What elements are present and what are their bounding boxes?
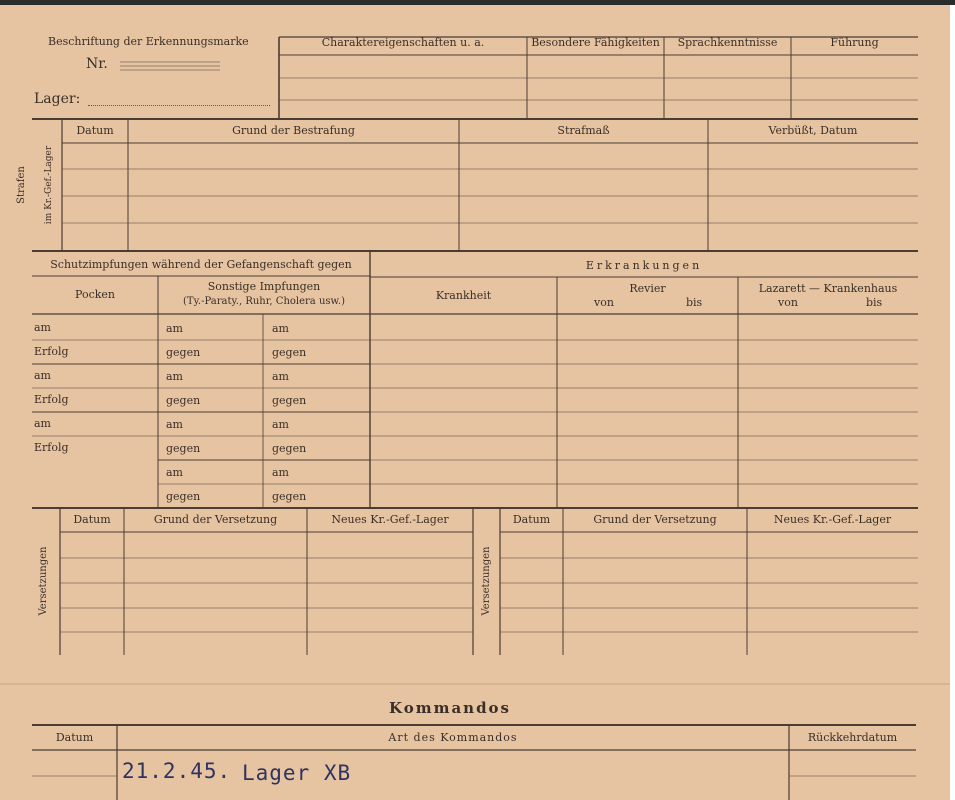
- sonstige-row-label: gegen: [272, 490, 307, 503]
- sonstige-row-label: am: [166, 322, 183, 335]
- impfungen-title: Schutzimpfungen während der Gefangenschaft gegen: [50, 258, 352, 271]
- col-languages: Sprachkenntnisse: [677, 36, 778, 49]
- sonstige-row-label: gegen: [166, 490, 201, 503]
- strafen-col-penalty: Strafmaß: [557, 124, 610, 137]
- col-conduct: Führung: [830, 36, 879, 49]
- nr-label: Nr.: [86, 56, 108, 72]
- versetzungen-col-camp-right: Neues Kr.-Gef.-Lager: [773, 513, 892, 526]
- sonstige-row-label: gegen: [272, 442, 307, 455]
- erkrankungen-col-lazarett: Lazarett — Krankenhaus: [758, 282, 898, 295]
- revier-bis: bis: [686, 296, 703, 309]
- pocken-row-label: Erfolg: [34, 345, 69, 358]
- sonstige-row-label: am: [272, 322, 289, 335]
- sonstige-row-label: am: [166, 466, 183, 479]
- impfungen-col-sonstige-sub: (Ty.-Paraty., Ruhr, Cholera usw.): [183, 296, 345, 307]
- paper-fold-line: [0, 683, 950, 685]
- sonstige-row-label: gegen: [272, 346, 307, 359]
- versetzungen-col-date-left: Datum: [73, 513, 111, 526]
- strafen-col-date: Datum: [76, 124, 114, 137]
- strafen-col-reason: Grund der Bestrafung: [232, 124, 355, 137]
- revier-von: von: [594, 296, 614, 309]
- strafen-side-label: Strafen: [16, 166, 27, 204]
- pocken-row-label: am: [34, 369, 51, 382]
- pocken-row-label: Erfolg: [34, 441, 69, 454]
- lazarett-von: von: [778, 296, 798, 309]
- scan-right-edge: [950, 5, 955, 800]
- col-skills: Besondere Fähigkeiten: [531, 36, 660, 49]
- pocken-row-label: Erfolg: [34, 393, 69, 406]
- sonstige-row-label: gegen: [166, 394, 201, 407]
- pocken-row-label: am: [34, 321, 51, 334]
- versetzungen-col-reason-right: Grund der Versetzung: [593, 513, 717, 526]
- sonstige-row-label: am: [272, 370, 289, 383]
- col-character: Charaktereigenschaften u. a.: [321, 36, 485, 49]
- lager-label: Lager:: [34, 91, 81, 107]
- marke-title: Beschriftung der Erkennungsmarke: [48, 35, 249, 48]
- pocken-row-label: am: [34, 417, 51, 430]
- sonstige-row-label: gegen: [166, 442, 201, 455]
- kommandos-col-return: Rückkehrdatum: [807, 731, 898, 744]
- impfungen-col-sonstige: Sonstige Impfungen: [207, 280, 321, 293]
- versetzungen-col-camp-left: Neues Kr.-Gef.-Lager: [331, 513, 449, 526]
- lazarett-bis: bis: [866, 296, 883, 309]
- kommandos-entry-text: Lager XB: [242, 761, 352, 785]
- strafen-side-sublabel: im Kr.-Gef.-Lager: [44, 145, 54, 225]
- sonstige-row-label: am: [272, 418, 289, 431]
- lager-fill-line: [88, 104, 270, 106]
- impfungen-col-pocken: Pocken: [75, 288, 115, 301]
- erkrankungen-col-revier: Revier: [629, 282, 666, 295]
- kommandos-col-date: Datum: [55, 731, 94, 744]
- sonstige-row-label: gegen: [272, 394, 307, 407]
- versetzungen-col-reason-left: Grund der Versetzung: [153, 513, 278, 526]
- versetzungen-col-date-right: Datum: [512, 513, 551, 526]
- erkrankungen-col-illness: Krankheit: [435, 289, 492, 302]
- sonstige-row-label: am: [166, 370, 183, 383]
- versetzungen-side-label-left: Versetzungen: [38, 546, 49, 616]
- kommandos-col-type: Art des Kommandos: [388, 731, 518, 744]
- versetzungen-side-label-right: Versetzungen: [481, 546, 492, 616]
- sonstige-row-label: am: [272, 466, 289, 479]
- kommandos-entry-date: 21.2.45.: [122, 759, 232, 783]
- erkrankungen-title: Erkrankungen: [585, 259, 703, 272]
- kommandos-title: Kommandos: [388, 699, 512, 717]
- sonstige-row-label: am: [166, 418, 183, 431]
- sonstige-row-label: gegen: [166, 346, 201, 359]
- strafen-col-served: Verbüßt, Datum: [768, 124, 858, 137]
